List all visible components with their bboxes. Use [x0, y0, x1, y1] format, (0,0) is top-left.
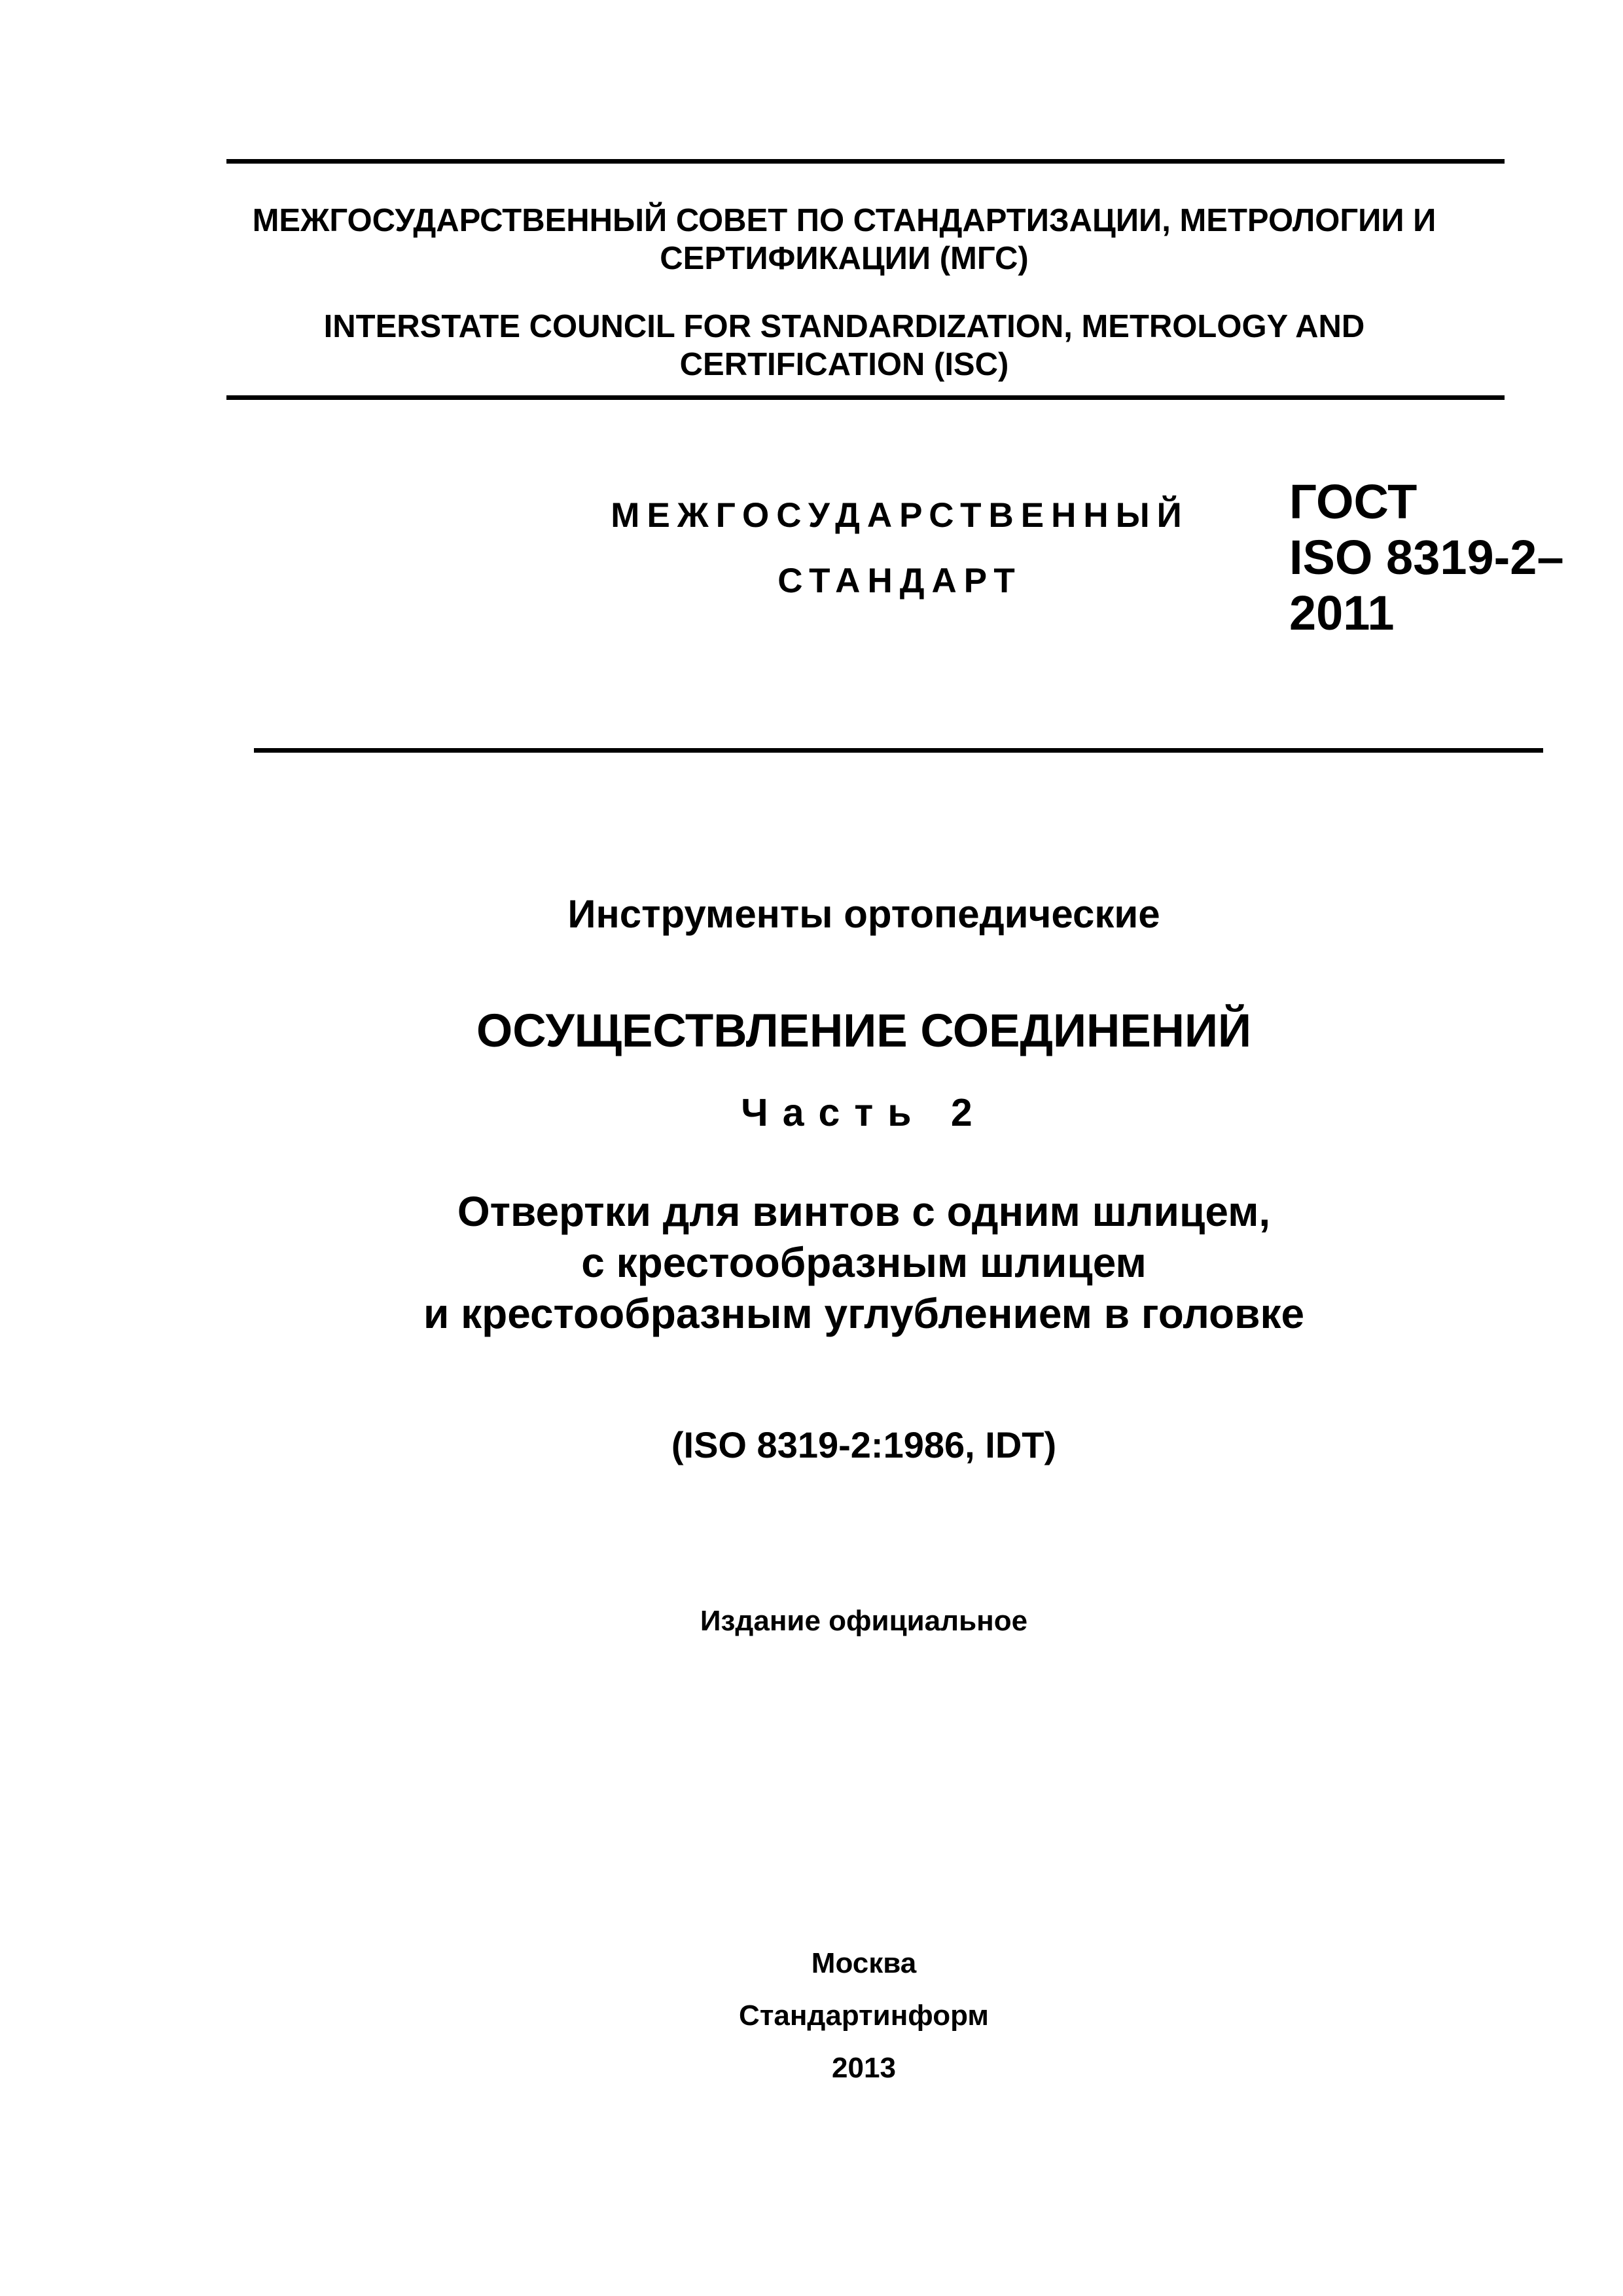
standard-type-line2: СТАНДАРТ — [777, 562, 1022, 600]
title-sub — [196, 1186, 1531, 1339]
standard-type — [563, 483, 1237, 614]
council-en-line1: INTERSTATE COUNCIL FOR STANDARDIZATION, METROLOGY AND — [323, 309, 1365, 344]
council-rule — [226, 395, 1505, 400]
standard-designation — [1289, 474, 1616, 641]
title-sub-line3: и крестообразным углублением в головке — [423, 1290, 1305, 1337]
imprint — [196, 1937, 1531, 2094]
imprint-year: 2013 — [832, 2052, 896, 2084]
council-ru-line1: МЕЖГОСУДАРСТВЕННЫЙ СОВЕТ ПО СТАНДАРТИЗАЦИИ, МЕТРОЛОГИИ И — [252, 203, 1436, 238]
header-rule — [254, 748, 1543, 753]
top-rule — [226, 159, 1505, 164]
title-sub-line1: Отвертки для винтов с одним шлицем, — [457, 1188, 1271, 1235]
council-header — [196, 202, 1492, 384]
imprint-city: Москва — [811, 1947, 917, 1979]
standard-type-line1: МЕЖГОСУДАРСТВЕННЫЙ — [611, 496, 1189, 535]
imprint-publisher: Стандартинформ — [739, 2000, 989, 2032]
title-part: Часть 2 — [741, 1091, 987, 1134]
designation-line1: ГОСТ — [1289, 475, 1418, 529]
title-sub-line2: с крестообразным шлицем — [581, 1239, 1147, 1286]
equivalence: (ISO 8319-2:1986, IDT) — [671, 1424, 1057, 1465]
designation-line2: ISO 8319-2– — [1289, 530, 1564, 584]
edition-note: Издание официальное — [700, 1605, 1028, 1637]
title-group: Инструменты ортопедические — [567, 892, 1160, 936]
council-en-line2: CERTIFICATION (ISC) — [679, 347, 1009, 382]
council-ru-line2: СЕРТИФИКАЦИИ (МГС) — [660, 241, 1029, 276]
designation-line3: 2011 — [1289, 586, 1395, 640]
title-main: ОСУЩЕСТВЛЕНИЕ СОЕДИНЕНИЙ — [476, 1005, 1252, 1057]
